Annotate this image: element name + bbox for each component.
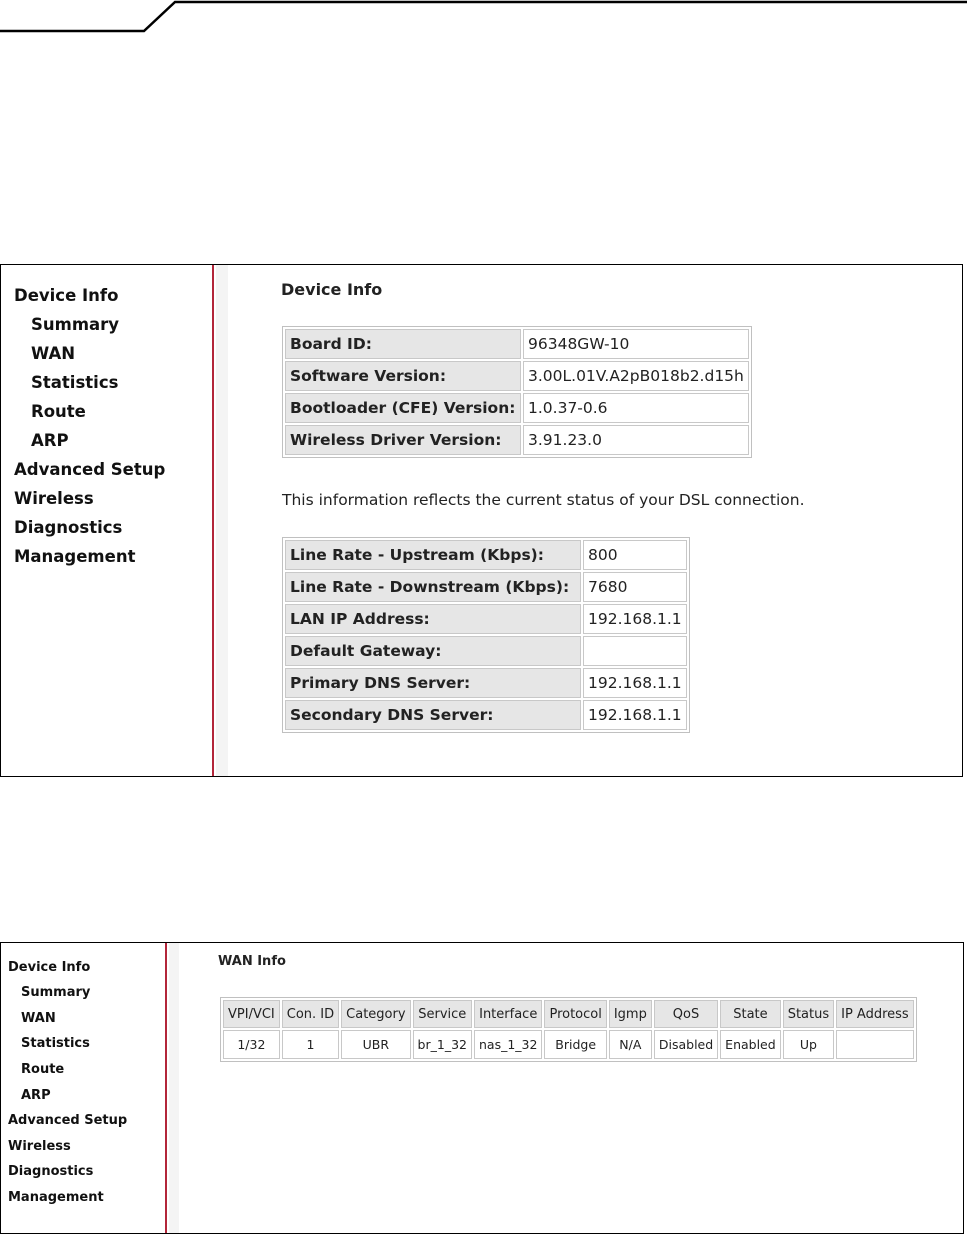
line-rate-upstream-label: Line Rate - Upstream (Kbps): (285, 540, 581, 570)
dsl-status-info-text: This information reflects the current status of your DSL connection. (282, 491, 805, 509)
default-gateway-value (583, 636, 687, 666)
secondary-dns-value: 192.168.1.1 (583, 700, 687, 730)
sidebar-item-arp[interactable]: ARP (31, 431, 69, 450)
content-gutter (169, 943, 179, 1233)
sidebar-item-wan[interactable]: WAN (21, 1011, 56, 1026)
primary-dns-value: 192.168.1.1 (583, 668, 687, 698)
software-version-value: 3.00L.01V.A2pB018b2.d15h (523, 361, 749, 391)
sidebar-nav (1, 265, 214, 776)
table-row (285, 329, 749, 359)
wan-info-screen (0, 942, 964, 1234)
column-header: IP Address (836, 1000, 914, 1028)
sidebar-item-statistics[interactable]: Statistics (31, 373, 119, 392)
table-header-row (223, 1000, 914, 1028)
line-rate-downstream-label: Line Rate - Downstream (Kbps): (285, 572, 581, 602)
con-id-cell: 1 (282, 1030, 339, 1059)
sidebar-item-summary[interactable]: Summary (21, 985, 91, 1000)
table-row (285, 425, 749, 455)
table-row (285, 393, 749, 423)
sidebar-item-route[interactable]: Route (31, 402, 86, 421)
default-gateway-label: Default Gateway: (285, 636, 581, 666)
table-row (285, 361, 749, 391)
software-version-label: Software Version: (285, 361, 521, 391)
line-rate-upstream-value: 800 (583, 540, 687, 570)
content-gutter (216, 265, 228, 776)
category-cell: UBR (341, 1030, 410, 1059)
bootloader-version-label: Bootloader (CFE) Version: (285, 393, 521, 423)
board-id-label: Board ID: (285, 329, 521, 359)
board-id-value: 96348GW-10 (523, 329, 749, 359)
sidebar-item-summary[interactable]: Summary (31, 315, 120, 334)
vpi-vci-cell: 1/32 (223, 1030, 280, 1059)
page-title: Device Info (281, 280, 383, 299)
wireless-driver-version-label: Wireless Driver Version: (285, 425, 521, 455)
sidebar-item-device-info[interactable]: Device Info (14, 286, 119, 305)
wan-info-table (220, 997, 917, 1062)
sidebar-item-wan[interactable]: WAN (31, 344, 76, 363)
qos-cell: Disabled (654, 1030, 718, 1059)
table-row (285, 636, 687, 666)
table-row (285, 604, 687, 634)
sidebar-nav (1, 943, 167, 1233)
lan-ip-address-label: LAN IP Address: (285, 604, 581, 634)
ip-address-cell (836, 1030, 914, 1059)
sidebar-item-diagnostics[interactable]: Diagnostics (8, 1164, 94, 1179)
column-header: Status (783, 1000, 834, 1028)
wireless-driver-version-value: 3.91.23.0 (523, 425, 749, 455)
sidebar-item-management[interactable]: Management (14, 547, 136, 566)
header-divider-line (0, 0, 967, 40)
service-cell: br_1_32 (413, 1030, 472, 1059)
primary-dns-label: Primary DNS Server: (285, 668, 581, 698)
table-row (285, 572, 687, 602)
state-cell: Enabled (720, 1030, 781, 1059)
column-header: State (720, 1000, 781, 1028)
device-info-table (282, 326, 752, 458)
column-header: Interface (474, 1000, 542, 1028)
sidebar-item-arp[interactable]: ARP (21, 1088, 51, 1103)
page-title: WAN Info (218, 954, 286, 969)
sidebar-item-wireless[interactable]: Wireless (14, 489, 94, 508)
table-row (285, 540, 687, 570)
status-cell: Up (783, 1030, 834, 1059)
table-row (285, 700, 687, 730)
column-header: Con. ID (282, 1000, 339, 1028)
protocol-cell: Bridge (544, 1030, 606, 1059)
line-rate-downstream-value: 7680 (583, 572, 687, 602)
sidebar-item-management[interactable]: Management (8, 1190, 104, 1205)
table-row (285, 668, 687, 698)
sidebar-item-advanced-setup[interactable]: Advanced Setup (14, 460, 166, 479)
lan-ip-address-value: 192.168.1.1 (583, 604, 687, 634)
sidebar-item-advanced-setup[interactable]: Advanced Setup (8, 1113, 128, 1128)
sidebar-item-device-info[interactable]: Device Info (8, 960, 91, 975)
column-header: Service (413, 1000, 472, 1028)
interface-cell: nas_1_32 (474, 1030, 542, 1059)
secondary-dns-label: Secondary DNS Server: (285, 700, 581, 730)
sidebar-item-diagnostics[interactable]: Diagnostics (14, 518, 123, 537)
bootloader-version-value: 1.0.37-0.6 (523, 393, 749, 423)
sidebar-item-route[interactable]: Route (21, 1062, 65, 1077)
sidebar-item-wireless[interactable]: Wireless (8, 1139, 71, 1154)
column-header: Protocol (544, 1000, 606, 1028)
column-header: Igmp (609, 1000, 652, 1028)
sidebar-item-statistics[interactable]: Statistics (21, 1036, 90, 1051)
column-header: VPI/VCI (223, 1000, 280, 1028)
igmp-cell: N/A (609, 1030, 652, 1059)
column-header: QoS (654, 1000, 718, 1028)
dsl-status-table (282, 537, 690, 733)
column-header: Category (341, 1000, 410, 1028)
table-row (223, 1030, 914, 1059)
